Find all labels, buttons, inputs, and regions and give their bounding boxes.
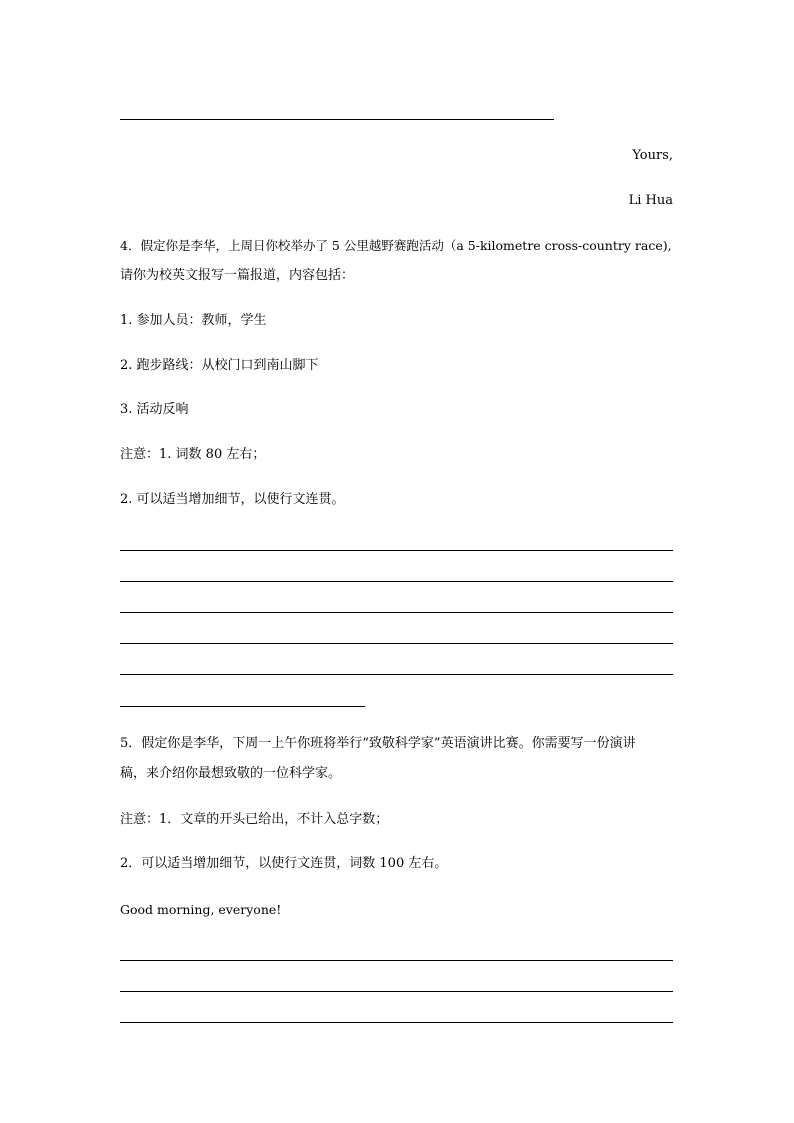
question5-note-2: 2．可以适当增加细节，以使行文连贯，词数 100 左右。 — [120, 856, 448, 871]
answer-line[interactable] — [120, 550, 673, 551]
answer-line[interactable] — [120, 1022, 673, 1023]
answer-line[interactable] — [120, 674, 673, 675]
question4-note-2: 2. 可以适当增加细节，以使行文连贯。 — [120, 492, 345, 507]
closing-name: Li Hua — [628, 193, 673, 208]
question4-prompt-line2: 请你为校英文报写一篇报道，内容包括： — [120, 268, 355, 283]
answer-line[interactable] — [120, 960, 673, 961]
answer-line[interactable] — [120, 581, 673, 582]
question5-opening: Good morning, everyone! — [120, 902, 282, 917]
question4-item-2: 2. 跑步路线：从校门口到南山脚下 — [120, 358, 319, 373]
question4-note-1: 注意：1. 词数 80 左右； — [120, 447, 266, 462]
question4-item-1: 1. 参加人员：教师，学生 — [120, 313, 267, 328]
answer-line[interactable] — [120, 643, 673, 644]
question5-note-1: 注意：1．文章的开头已给出，不计入总字数； — [120, 812, 389, 827]
question5-prompt-line1: 5．假定你是李华，下周一上午你班将举行“致敬科学家”英语演讲比赛。你需要写一份演讲 — [120, 736, 636, 751]
answer-line-top — [120, 119, 554, 120]
answer-line[interactable] — [120, 612, 673, 613]
answer-line[interactable] — [120, 991, 673, 992]
closing-yours: Yours, — [632, 148, 673, 163]
question5-prompt-line2: 稿，来介绍你最想致敬的一位科学家。 — [120, 766, 342, 781]
question4-prompt-line1: 4．假定你是李华，上周日你校举办了 5 公里越野赛跑活动（a 5-kilometre cross-country race), — [120, 238, 672, 253]
question4-item-3: 3. 活动反响 — [120, 402, 189, 417]
answer-line[interactable] — [120, 706, 365, 707]
